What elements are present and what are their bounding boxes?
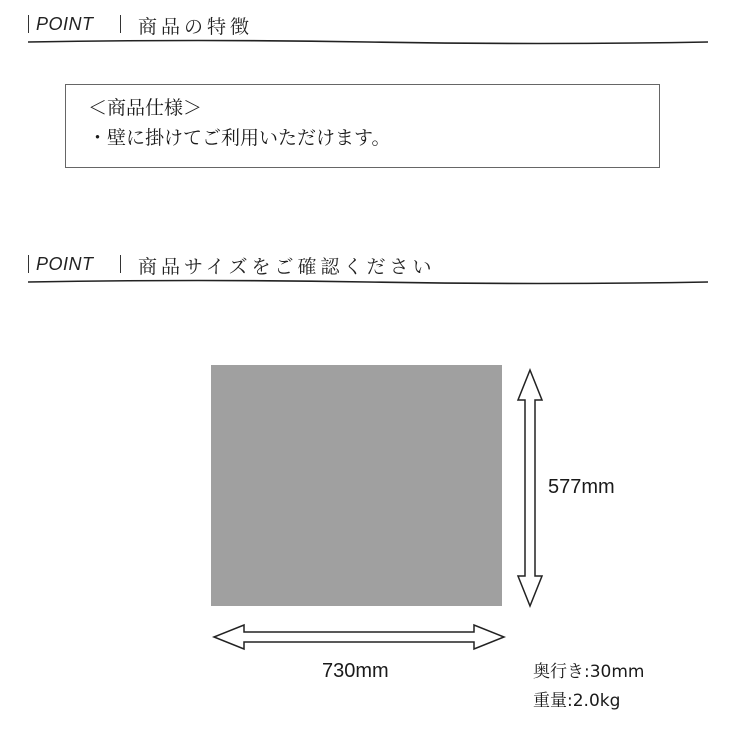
section-header-size (28, 246, 708, 286)
width-label: 730mm (322, 660, 389, 682)
spec-bullet: ・壁に掛けてご利用いただけます。 (88, 127, 391, 149)
product-silhouette (211, 365, 502, 606)
header-divider-left (28, 255, 29, 273)
height-arrow-icon (514, 368, 546, 608)
depth-label: 奥行き:30mm (533, 662, 645, 682)
header-underline (28, 38, 708, 46)
header-underline (28, 278, 708, 286)
header-divider-right (120, 15, 121, 33)
spec-box (65, 84, 660, 168)
section-header-features (28, 6, 708, 46)
weight-label: 重量:2.0kg (533, 691, 621, 711)
width-arrow-icon (212, 621, 506, 653)
section-title: 商品の特徴 (138, 16, 254, 38)
header-divider-right (120, 255, 121, 273)
point-label: POINT (36, 254, 94, 274)
height-label: 577mm (548, 476, 615, 498)
header-divider-left (28, 15, 29, 33)
section-title: 商品サイズをご確認ください (138, 256, 436, 278)
spec-heading: ＜商品仕様＞ (88, 97, 203, 119)
point-label: POINT (36, 14, 94, 34)
